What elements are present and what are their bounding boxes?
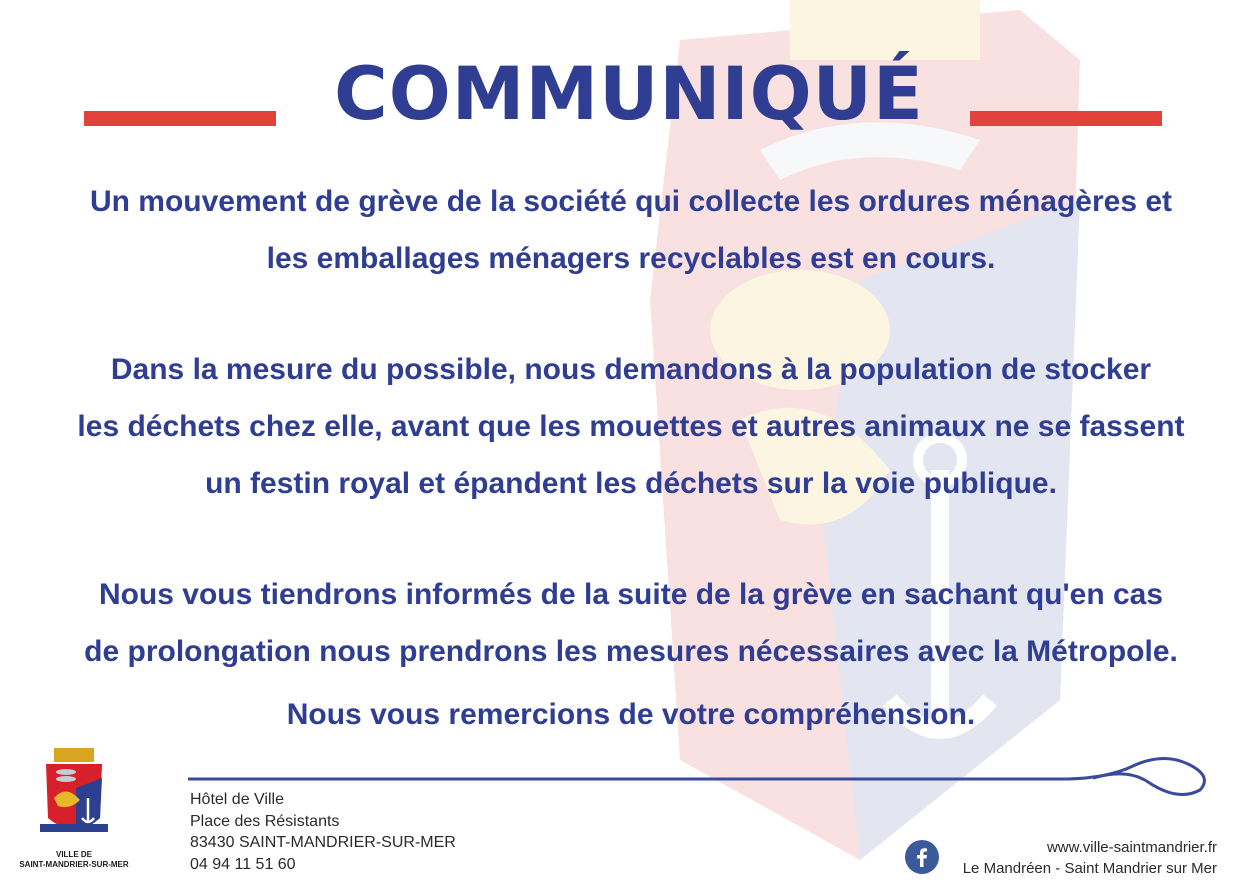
crest-caption-line: VILLE DE: [55, 850, 92, 859]
facebook-page-link[interactable]: Le Mandréen - Saint Mandrier sur Mer: [962, 860, 1217, 877]
text-line: les déchets chez elle, avant que les mouettes et autres animaux ne se fassent: [77, 410, 1185, 443]
address-line-2: Place des Résistants: [190, 812, 340, 830]
paragraph-strike-notice: [0, 173, 1240, 287]
facebook-icon[interactable]: [905, 840, 939, 874]
page-title: COMMUNIQUÉ: [334, 52, 924, 137]
paragraph-request: [0, 341, 1240, 512]
crest-caption: [18, 850, 130, 870]
text-line: Un mouvement de grève de la société qui collecte les ordures ménagères et: [89, 185, 1173, 218]
text-line: les emballages ménagers recyclables est en cours.: [266, 242, 996, 275]
city-crest-icon: [36, 748, 112, 844]
text-line: un festin royal et épandent les déchets sur la voie publique.: [205, 467, 1057, 500]
paragraph-followup: [0, 566, 1240, 680]
text-line: Dans la mesure du possible, nous demandons à la population de stocker: [110, 353, 1152, 386]
paragraph-thanks: [0, 686, 1240, 743]
text-line: Nous vous tiendrons informés de la suite de la grève en sachant qu'en cas: [98, 578, 1164, 611]
address-line-3: 83430 SAINT-MANDRIER-SUR-MER: [190, 834, 456, 851]
phone-number: 04 94 11 51 60: [190, 855, 296, 873]
text-line: Nous vous remercions de votre compréhension.: [286, 698, 976, 731]
crest-caption-line: SAINT-MANDRIER-SUR-MER: [19, 860, 129, 869]
city-hall-address: [190, 789, 456, 875]
address-line-1: Hôtel de Ville: [190, 791, 284, 808]
website-link[interactable]: www.ville-saintmandrier.fr: [1046, 839, 1217, 856]
contact-links: [963, 837, 1217, 879]
text-line: de prolongation nous prendrons les mesures nécessaires avec la Métropole.: [84, 635, 1178, 668]
